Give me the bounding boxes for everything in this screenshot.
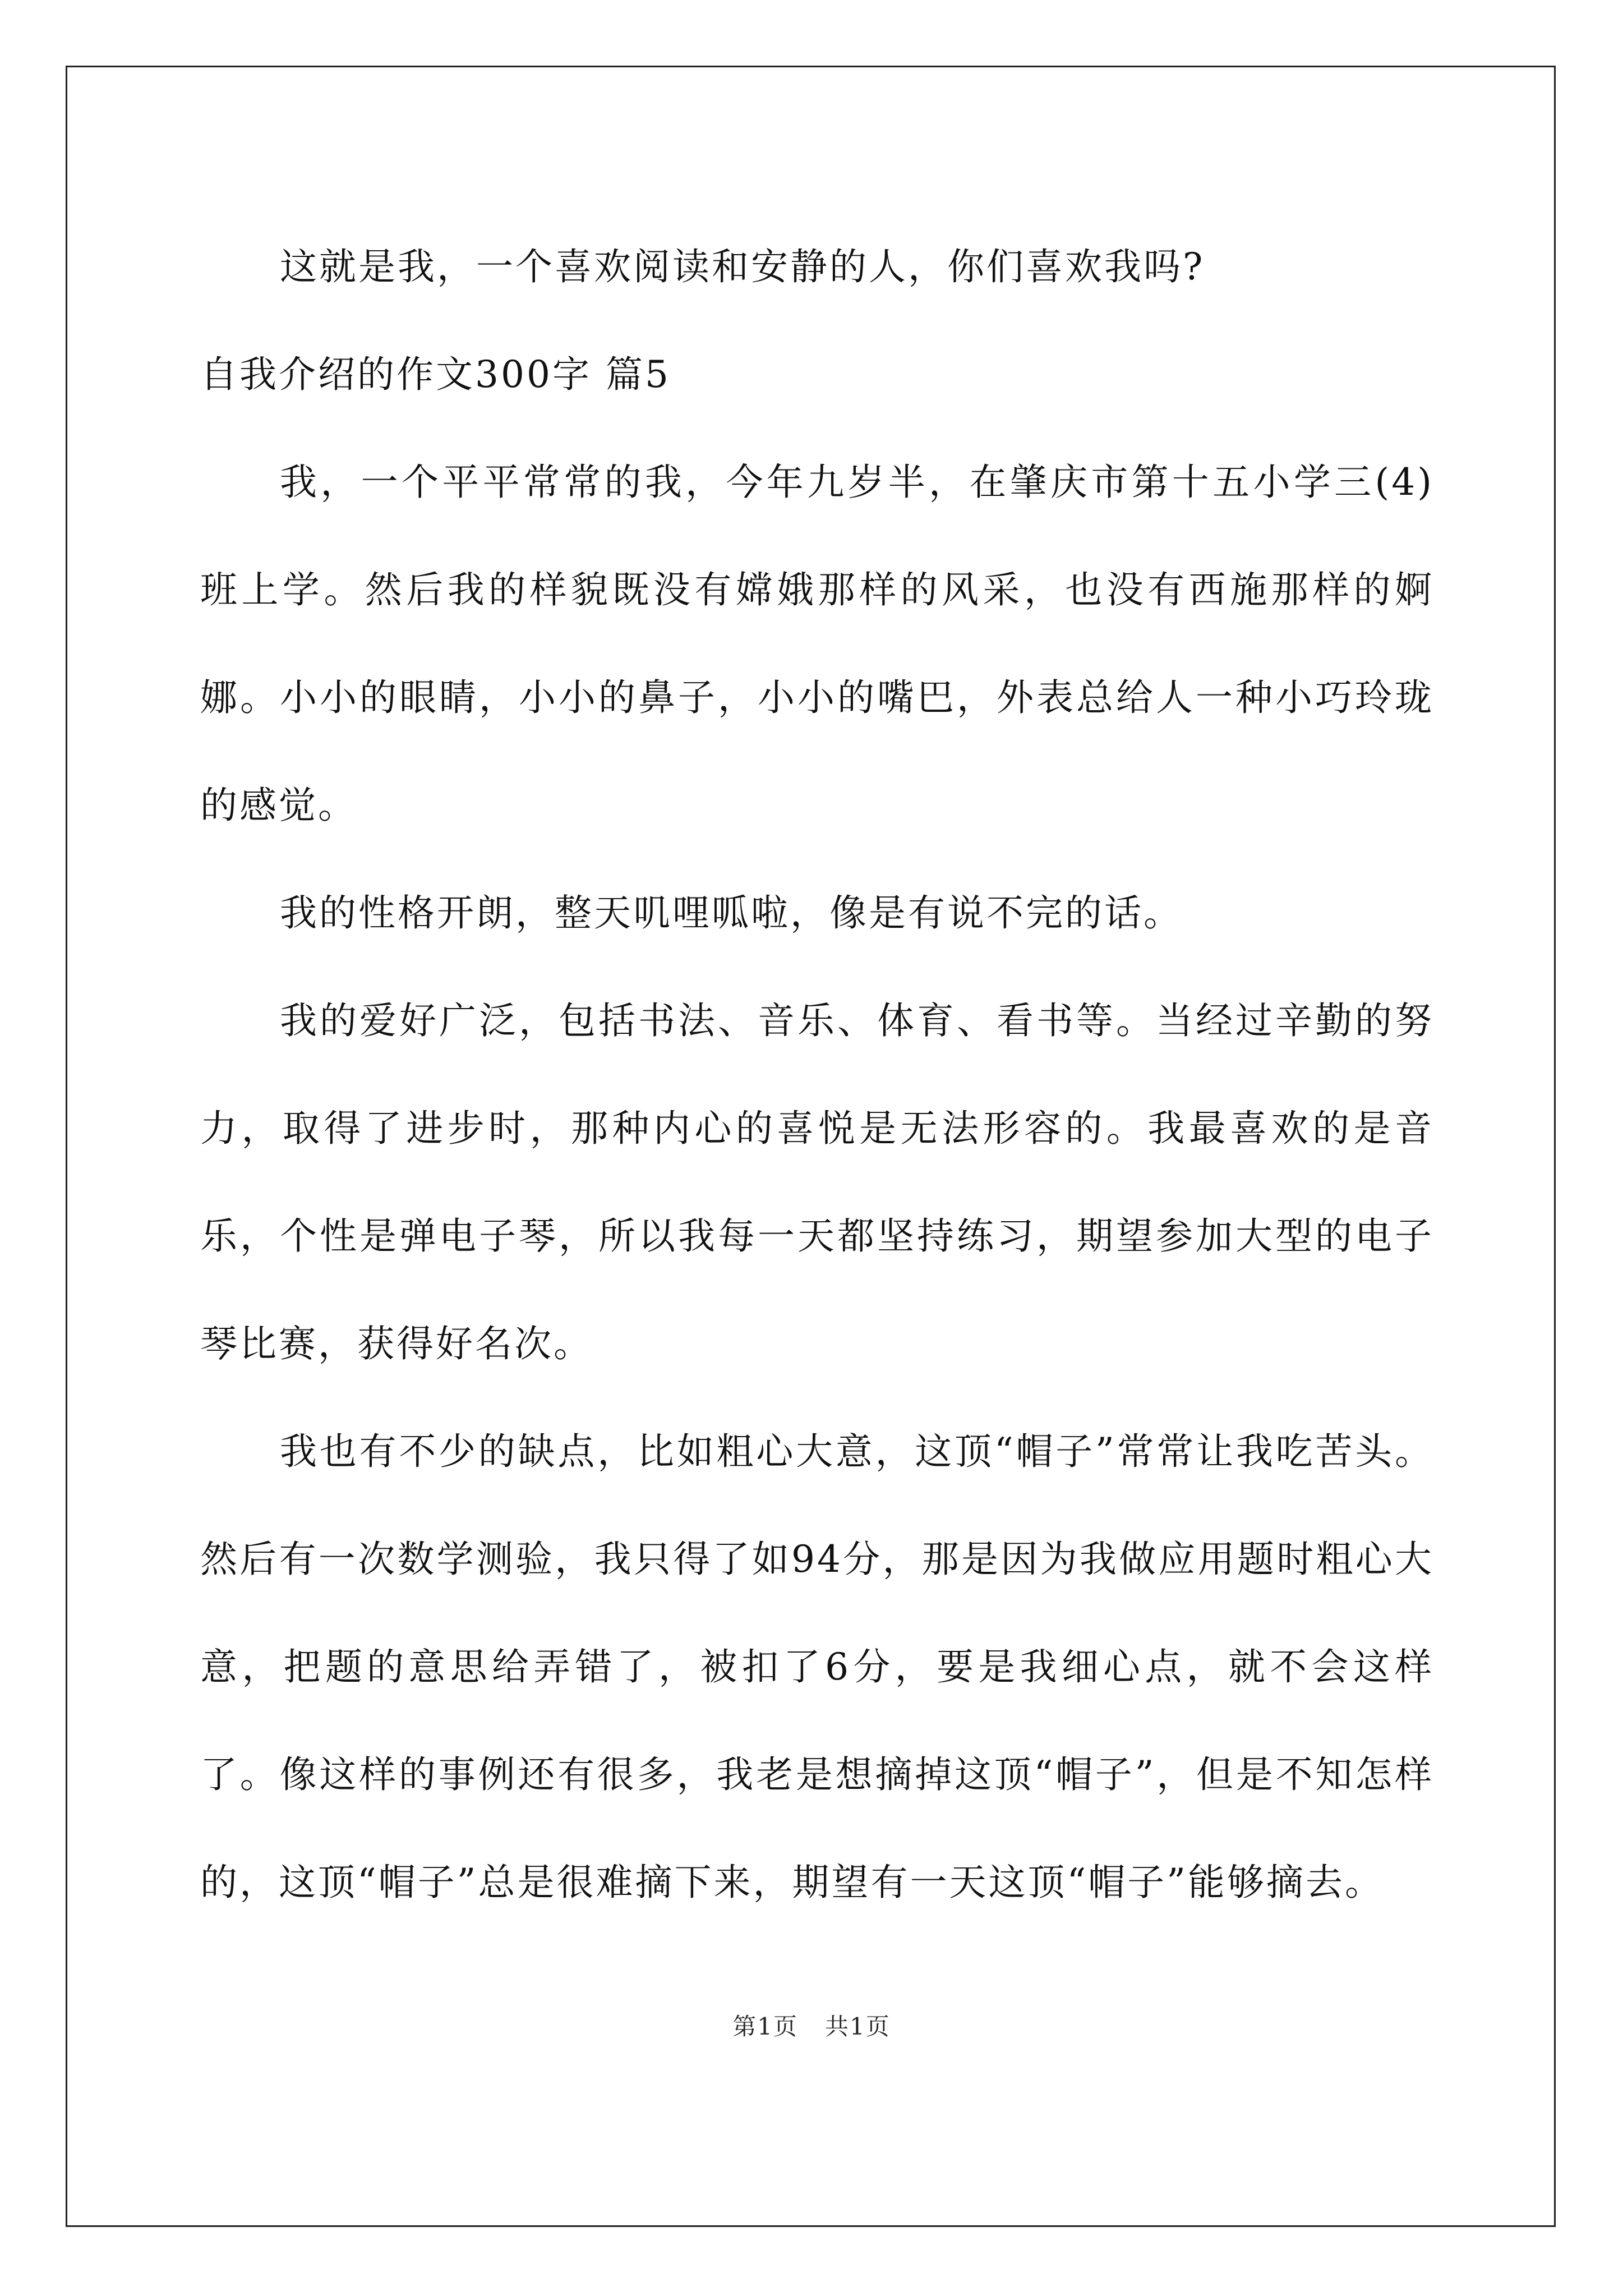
section-heading: 自我介绍的作文300字 篇5 bbox=[200, 353, 671, 396]
page-number: 第1页 bbox=[732, 2013, 798, 2040]
paragraph-shortcomings: 我也有不少的缺点，比如粗心大意，这顶“帽子”常常让我吃苦头。然后有一次数学测验，我只得了如94分，那是因为我做应用题时粗心大意，把题的意思给弄错了，被扣了6分，要是我细心点，就不会这样了。像这样的事例还有很多，我老是想摘掉这顶“帽子”，但是不知怎样的，这顶“帽子”总是很难摘下来，期望有一天这顶“帽子”能够摘去。 bbox=[200, 1430, 1434, 1904]
intro-paragraph: 这就是我，一个喜欢阅读和安静的人，你们喜欢我吗? bbox=[280, 245, 1205, 288]
paragraph-personality: 我的性格开朗，整天叽哩呱啦，像是有说不完的话。 bbox=[280, 891, 1183, 935]
page-total: 共1页 bbox=[825, 2013, 891, 2040]
page-footer bbox=[0, 2010, 1623, 2044]
paragraph-hobbies: 我的爱好广泛，包括书法、音乐、体育、看书等。当经过辛勤的努力，取得了进步时，那种内心的喜悦是无法形容的。我最喜欢的是音乐，个性是弹电子琴，所以我每一天都坚持练习，期望参加大型的电子琴比赛，获得好名次。 bbox=[200, 999, 1434, 1365]
document-body bbox=[200, 213, 1434, 1936]
paragraph-appearance: 我，一个平平常常的我，今年九岁半，在肇庆市第十五小学三(4)班上学。然后我的样貌既没有嫦娥那样的风采，也没有西施那样的婀娜。小小的眼睛，小小的鼻子，小小的嘴巴，外表总给人一种小巧玲珑的感觉。 bbox=[200, 461, 1434, 827]
